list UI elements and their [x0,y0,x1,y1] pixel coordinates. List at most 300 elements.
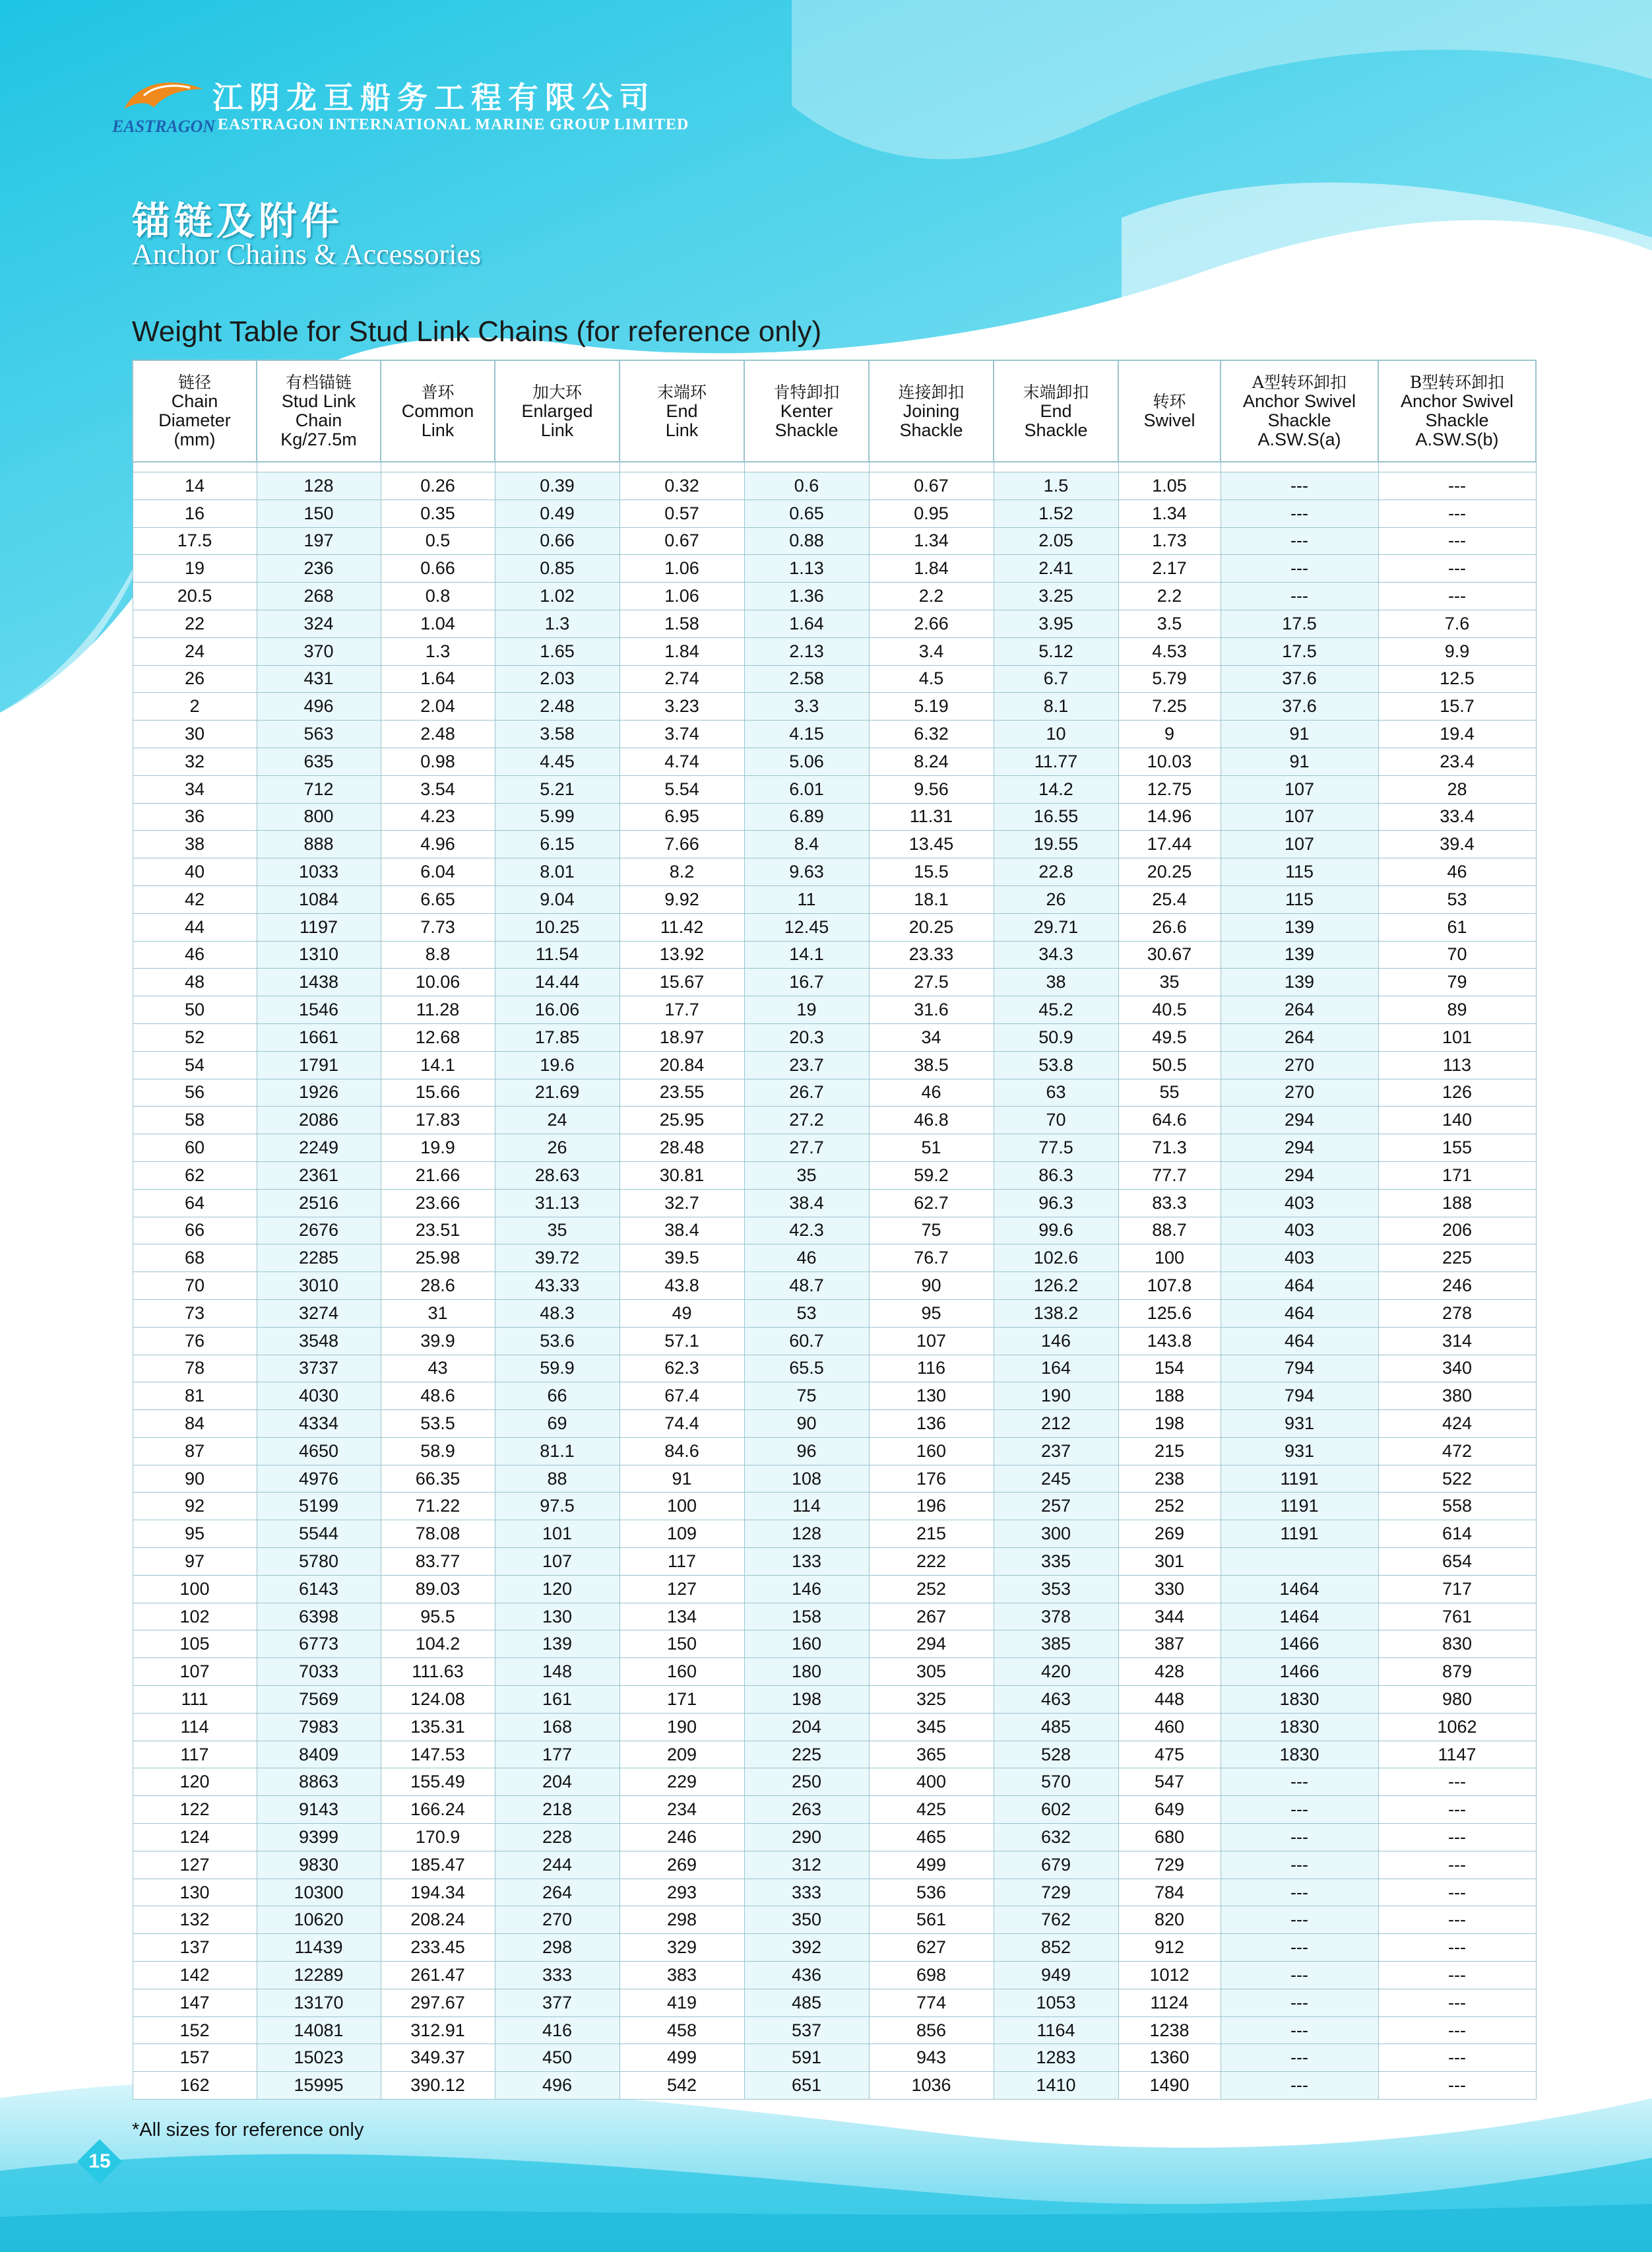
table-cell: 75 [744,1382,869,1410]
table-cell: 88.7 [1118,1217,1221,1244]
table-cell: 324 [257,610,381,637]
table-cell: 24 [495,1107,620,1134]
table-cell: 2 [133,693,257,721]
table-cell: 128 [744,1520,869,1548]
table-cell: 1830 [1221,1741,1378,1768]
table-cell: 11439 [257,1934,381,1962]
table-cell: 1.3 [381,637,495,665]
table-cell: 4650 [257,1437,381,1465]
table-row [133,2072,1536,2100]
table-cell: 107 [133,1658,257,1686]
company-name-cn: 江阴龙亘船务工程有限公司 [212,80,656,115]
table-cell: 68 [133,1244,257,1272]
table-cell: 1.52 [994,499,1118,527]
table-cell: 4334 [257,1410,381,1438]
table-cell: 81 [133,1382,257,1410]
table-cell: 463 [994,1686,1118,1714]
table-cell: 70 [994,1107,1118,1134]
header-gap-row [133,462,1536,472]
table-cell: 419 [620,1989,744,2016]
table-cell: 6.15 [495,831,620,858]
table-cell: 4.15 [744,721,869,748]
table-cell: 0.49 [495,499,620,527]
table-row [133,1244,1536,1272]
table-cell: 17.5 [1221,610,1378,637]
table-cell: 12.5 [1378,665,1536,693]
table-row [133,1023,1536,1051]
table-row [133,1686,1536,1714]
table-cell: 185.47 [381,1851,495,1879]
table-cell: --- [1221,1989,1378,2016]
table-cell: 124 [133,1824,257,1851]
table-cell: 1124 [1118,1989,1221,2016]
table-cell: 472 [1378,1437,1536,1465]
table-cell: 198 [744,1686,869,1714]
table-cell: 949 [994,1962,1118,1989]
table-cell: 298 [620,1906,744,1934]
table-cell: 980 [1378,1686,1536,1714]
table-cell: 39.5 [620,1244,744,1272]
table-cell: 12289 [257,1962,381,1989]
table-header [133,360,1536,462]
table-cell: 8.01 [495,858,620,886]
table-cell: 35 [744,1161,869,1189]
table-cell: 1.64 [381,665,495,693]
table-cell: 78.08 [381,1520,495,1548]
table-cell: --- [1378,2044,1536,2072]
table-cell: 15.66 [381,1079,495,1107]
table-cell: 91 [620,1465,744,1493]
table-cell: --- [1221,583,1378,610]
table-cell: 450 [495,2044,620,2072]
table-cell: 333 [495,1962,620,1989]
table-cell: 139 [1221,969,1378,996]
table-cell: 8.8 [381,941,495,969]
table-cell: 53.6 [495,1327,620,1355]
header-row [133,360,1536,462]
table-cell: 774 [869,1989,994,2016]
table-cell: 23.7 [744,1051,869,1079]
table-cell: 26 [495,1134,620,1162]
table-cell: 1360 [1118,2044,1221,2072]
table-cell: 378 [994,1603,1118,1630]
table-cell: 65.5 [744,1355,869,1382]
table-cell: 16.7 [744,969,869,996]
page-number: 15 [88,2150,111,2172]
table-row [133,472,1536,500]
column-header-cn: 连接卸扣 [898,382,965,402]
table-cell: 27.7 [744,1134,869,1162]
table-cell: 49 [620,1299,744,1327]
table-cell: --- [1221,1796,1378,1824]
table-cell: --- [1378,583,1536,610]
table-cell: 95.5 [381,1603,495,1630]
table-cell: 9.92 [620,885,744,913]
table-cell: --- [1378,1934,1536,1962]
table-cell: --- [1378,527,1536,555]
table-cell: 6.65 [381,885,495,913]
table-cell: 0.35 [381,499,495,527]
table-cell: 263 [744,1796,869,1824]
table-cell: 1036 [869,2072,994,2100]
table-cell: 6.7 [994,665,1118,693]
table-cell: 148 [495,1658,620,1686]
table-cell: --- [1378,1851,1536,1879]
table-cell: 29.71 [994,913,1118,941]
table-cell: 912 [1118,1934,1221,1962]
table-cell: 9.63 [744,858,869,886]
table-row [133,583,1536,610]
table-cell: 34 [133,775,257,803]
table-cell: --- [1378,2016,1536,2044]
table-cell: 7983 [257,1713,381,1741]
table-cell: 325 [869,1686,994,1714]
table-cell: 3548 [257,1327,381,1355]
table-cell: 73 [133,1299,257,1327]
table-cell: 18.97 [620,1023,744,1051]
table-cell: 537 [744,2016,869,2044]
table-cell: 1283 [994,2044,1118,2072]
table-cell: 499 [620,2044,744,2072]
table-row [133,1134,1536,1162]
table-cell: 28.6 [381,1272,495,1300]
table-cell: 6398 [257,1603,381,1630]
table-cell: 46 [1378,858,1536,886]
column-header-cn: 末端卸扣 [1023,382,1089,402]
table-cell: 155.49 [381,1768,495,1796]
table-cell: 64.6 [1118,1107,1221,1134]
table-cell: 114 [133,1713,257,1741]
column-header-en: Swivel [1143,410,1195,430]
table-cell: 162 [133,2072,257,2100]
table-cell: 96.3 [994,1189,1118,1217]
table-cell: 155 [1378,1134,1536,1162]
table-cell: 7.25 [1118,693,1221,721]
table-cell: 140 [1378,1107,1536,1134]
table-cell: 18.1 [869,885,994,913]
table-cell: 35 [495,1217,620,1244]
table-cell: 21.66 [381,1161,495,1189]
table-cell: 15023 [257,2044,381,2072]
table-cell: 194.34 [381,1879,495,1906]
table-cell: 237 [994,1437,1118,1465]
table-cell: 160 [620,1658,744,1686]
table-cell: 458 [620,2016,744,2044]
weight-table-container [132,360,1537,2100]
table-cell: 852 [994,1934,1118,1962]
table-cell: 420 [994,1658,1118,1686]
table-row [133,1107,1536,1134]
table-cell: 0.8 [381,583,495,610]
table-cell: 261.47 [381,1962,495,1989]
table-cell: 11 [744,885,869,913]
table-cell: 1164 [994,2016,1118,2044]
table-cell: 76.7 [869,1244,994,1272]
table-row [133,1272,1536,1300]
table-cell: 43 [381,1355,495,1382]
table-cell: 3737 [257,1355,381,1382]
table-cell: 113 [1378,1051,1536,1079]
table-cell: 252 [869,1575,994,1603]
table-cell: 475 [1118,1741,1221,1768]
table-cell: 61 [1378,913,1536,941]
table-cell: 1.06 [620,555,744,583]
column-header-cn: 末端环 [656,382,707,402]
table-cell: 5780 [257,1548,381,1576]
table-cell: 11.77 [994,748,1118,775]
table-cell: 0.67 [620,527,744,555]
table-cell: 1.13 [744,555,869,583]
table-cell: 392 [744,1934,869,1962]
table-cell: 8.2 [620,858,744,886]
table-cell: 16.55 [994,803,1118,831]
table-cell: 204 [495,1768,620,1796]
table-cell: 1466 [1221,1658,1378,1686]
table-cell: 680 [1118,1824,1221,1851]
table-cell: 188 [1378,1189,1536,1217]
table-cell: 117 [620,1548,744,1576]
table-cell: 40 [133,858,257,886]
table-cell: 10 [994,721,1118,748]
table-cell: 350 [744,1906,869,1934]
table-cell: --- [1221,2044,1378,2072]
table-cell: --- [1221,555,1378,583]
table-cell: 27.5 [869,969,994,996]
table-cell: 1.36 [744,583,869,610]
table-cell: 109 [620,1520,744,1548]
table-cell: 1926 [257,1079,381,1107]
table-cell: 168 [495,1713,620,1741]
table-cell: 50.9 [994,1023,1118,1051]
table-cell: 485 [994,1713,1118,1741]
table-cell: 95 [869,1299,994,1327]
table-cell: 46 [869,1079,994,1107]
table-cell: --- [1378,1962,1536,1989]
table-cell: 333 [744,1879,869,1906]
table-cell: 180 [744,1658,869,1686]
table-row [133,1189,1536,1217]
table-cell: 6143 [257,1575,381,1603]
table-cell: 1238 [1118,2016,1221,2044]
table-row [133,637,1536,665]
table-cell: 0.57 [620,499,744,527]
table-cell: 197 [257,527,381,555]
table-cell: 30 [133,721,257,748]
table-cell: 11.42 [620,913,744,941]
table-cell: 190 [620,1713,744,1741]
table-cell: 794 [1221,1382,1378,1410]
table-cell: --- [1221,2016,1378,2044]
table-cell: 42 [133,885,257,913]
table-cell: 89 [1378,996,1536,1024]
table-cell: 32 [133,748,257,775]
table-cell: --- [1378,1768,1536,1796]
table-cell: 26 [994,885,1118,913]
table-cell: 464 [1221,1272,1378,1300]
table-cell: 91 [1221,721,1378,748]
table-cell: 138.2 [994,1299,1118,1327]
table-cell: 387 [1118,1630,1221,1658]
table-cell: 820 [1118,1906,1221,1934]
column-header-cn: 转环 [1153,392,1186,411]
table-cell: 246 [620,1824,744,1851]
table-cell: 54 [133,1051,257,1079]
table-row [133,1906,1536,1934]
table-cell: 314 [1378,1327,1536,1355]
weight-table [132,360,1537,2100]
table-cell: 142 [133,1962,257,1989]
table-cell: 13170 [257,1989,381,2016]
table-cell: 335 [994,1548,1118,1576]
table-cell: 330 [1118,1575,1221,1603]
table-cell: 270 [1221,1051,1378,1079]
table-cell: 134 [620,1603,744,1630]
table-cell: 3.95 [994,610,1118,637]
table-cell: 14081 [257,2016,381,2044]
table-cell: 15.67 [620,969,744,996]
table-cell: 17.83 [381,1107,495,1134]
table-cell: 0.5 [381,527,495,555]
column-header-en: End Link [665,401,699,440]
table-cell: --- [1378,2072,1536,2100]
table-cell: 225 [1378,1244,1536,1272]
table-cell: 4.5 [869,665,994,693]
table-cell: 101 [495,1520,620,1548]
table-cell: 2361 [257,1161,381,1189]
table-cell: 800 [257,803,381,831]
table-cell: 107.8 [1118,1272,1221,1300]
table-cell: 88 [495,1465,620,1493]
table-cell: 246 [1378,1272,1536,1300]
column-header-cn: 加大环 [532,382,582,402]
table-cell: 264 [495,1879,620,1906]
table-cell: 59.2 [869,1161,994,1189]
table-cell: 19.6 [495,1051,620,1079]
table-cell: 264 [1221,996,1378,1024]
table-cell: 53.5 [381,1410,495,1438]
table-cell: 19.55 [994,831,1118,858]
table-cell: 198 [1118,1410,1221,1438]
table-cell: 649 [1118,1796,1221,1824]
table-cell: 1830 [1221,1713,1378,1741]
table-cell: 22.8 [994,858,1118,886]
table-cell: 122 [133,1796,257,1824]
table-cell: 245 [994,1465,1118,1493]
column-header-en: Common Link [401,401,474,440]
table-cell: 229 [620,1768,744,1796]
table-cell: 158 [744,1603,869,1630]
table-cell: 729 [994,1879,1118,1906]
table-cell: 3274 [257,1299,381,1327]
table-cell: 428 [1118,1658,1221,1686]
table-cell: 8863 [257,1768,381,1796]
table-row [133,1327,1536,1355]
table-cell: 1197 [257,913,381,941]
table-cell: 5.99 [495,803,620,831]
column-header [1221,360,1378,462]
table-cell: 125.6 [1118,1299,1221,1327]
table-cell: 0.98 [381,748,495,775]
table-cell: 3010 [257,1272,381,1300]
table-cell: 233.45 [381,1934,495,1962]
table-cell: 1.5 [994,472,1118,500]
table-cell [1221,1548,1378,1576]
table-cell: 2.58 [744,665,869,693]
table-cell: 5.06 [744,748,869,775]
table-cell: --- [1378,1989,1536,2016]
table-row [133,1713,1536,1741]
table-row [133,1575,1536,1603]
table-cell: 50.5 [1118,1051,1221,1079]
table-cell: 171 [620,1686,744,1714]
table-row [133,1630,1536,1658]
table-cell: 25.4 [1118,885,1221,913]
table-cell: 38.5 [869,1051,994,1079]
table-cell: 269 [620,1851,744,1879]
eastragon-logo [111,69,216,142]
table-cell: 10300 [257,1879,381,1906]
table-cell: 10.25 [495,913,620,941]
table-row [133,803,1536,831]
table-row [133,1934,1536,1962]
table-cell: 448 [1118,1686,1221,1714]
table-cell: 8409 [257,1741,381,1768]
table-cell: 0.95 [869,499,994,527]
table-row [133,996,1536,1024]
table-cell: 48.7 [744,1272,869,1300]
table-row [133,1768,1536,1796]
table-cell: 614 [1378,1520,1536,1548]
table-cell: --- [1378,1796,1536,1824]
table-cell: 13.45 [869,831,994,858]
table-cell: 46.8 [869,1107,994,1134]
table-cell: 4.96 [381,831,495,858]
table-cell: 536 [869,1879,994,1906]
table-cell: 79 [1378,969,1536,996]
table-cell: 58.9 [381,1437,495,1465]
table-cell: 56 [133,1079,257,1107]
table-row [133,1382,1536,1410]
table-cell: 377 [495,1989,620,2016]
table-cell: 23.33 [869,941,994,969]
table-cell: 7.6 [1378,610,1536,637]
table-cell: 2.48 [495,693,620,721]
table-cell: 2.41 [994,555,1118,583]
table-row [133,1161,1536,1189]
table-row [133,1493,1536,1520]
table-cell: 6.04 [381,858,495,886]
column-header-en: Joining Shackle [899,401,963,440]
table-cell: --- [1221,2072,1378,2100]
table-cell: 38.4 [744,1189,869,1217]
table-cell: 25.95 [620,1107,744,1134]
table-cell: --- [1378,555,1536,583]
table-cell: 499 [869,1851,994,1879]
table-cell: 290 [744,1824,869,1851]
table-cell: 100 [133,1575,257,1603]
table-cell: 436 [744,1962,869,1989]
column-header [133,360,257,462]
column-header [744,360,869,462]
table-cell: 71.3 [1118,1134,1221,1162]
table-cell: 1410 [994,2072,1118,2100]
table-cell: 380 [1378,1382,1536,1410]
table-cell: 344 [1118,1603,1221,1630]
table-row [133,885,1536,913]
table-cell: --- [1221,1851,1378,1879]
table-cell: 15.5 [869,858,994,886]
table-cell: 9.9 [1378,637,1536,665]
